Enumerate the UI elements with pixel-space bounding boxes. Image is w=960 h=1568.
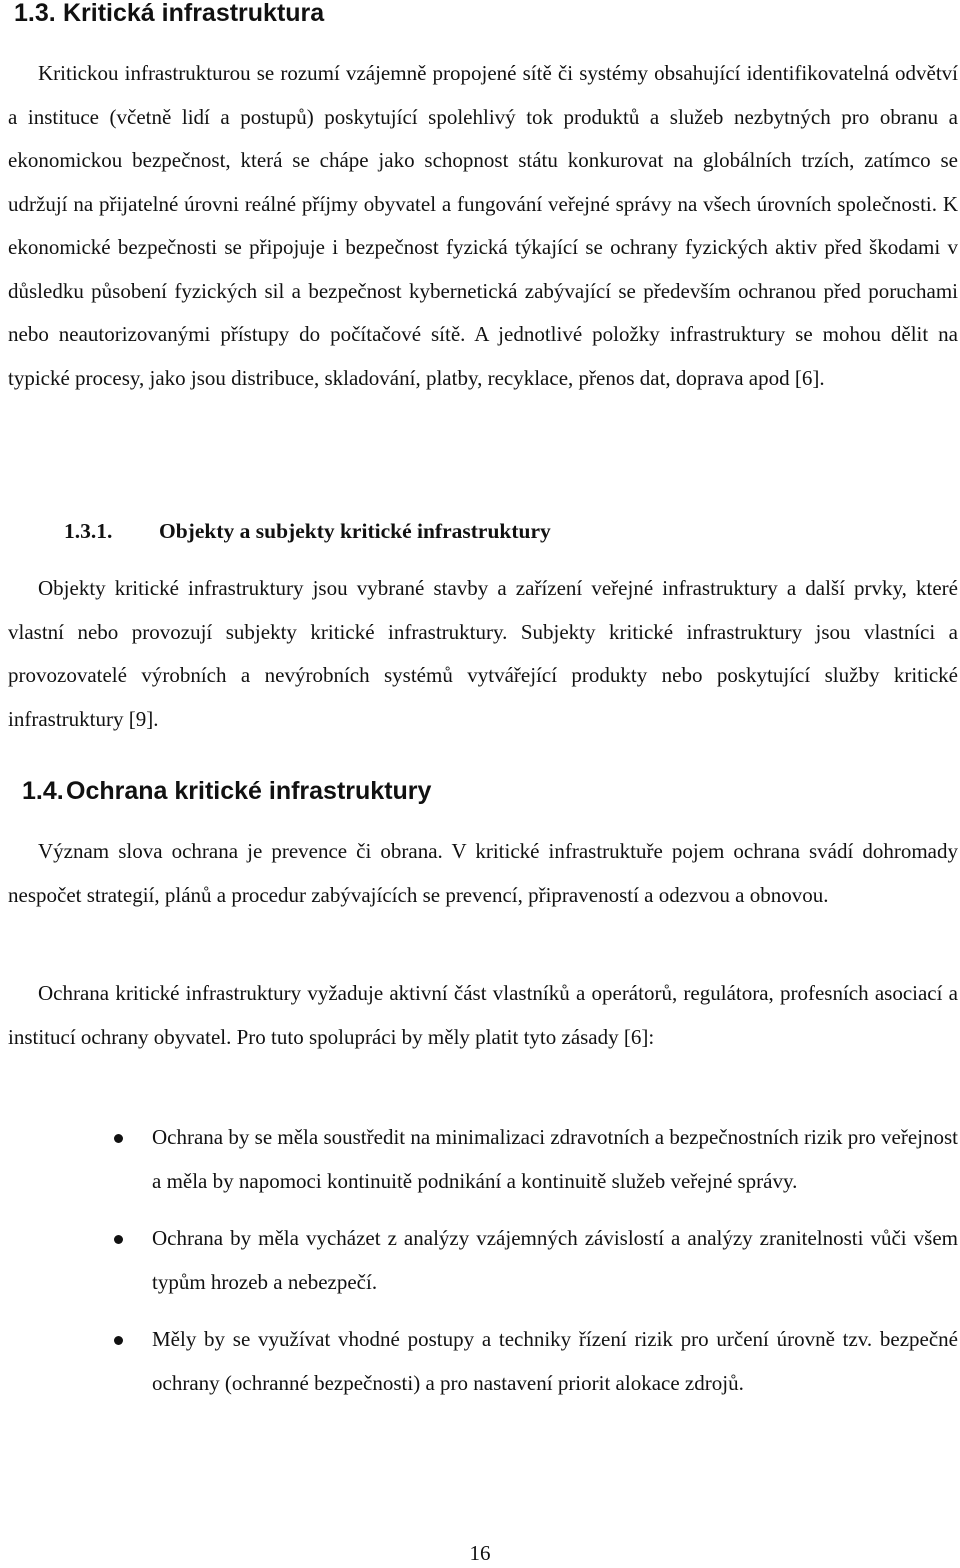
section-number: 1.3. bbox=[14, 0, 56, 27]
list-item-text: Ochrana by se měla soustředit na minimalizaci zdravotních a bezpečnostních rizik pro veřejnost a měla by napomoci kontinuitě podnikání a kontinuitě služeb veřejné správy. bbox=[152, 1125, 958, 1193]
section-title: Kritická infrastruktura bbox=[63, 0, 325, 27]
bullet-icon bbox=[114, 1336, 123, 1345]
list-item-text: Ochrana by měla vycházet z analýzy vzájemných závislostí a analýzy zranitelnosti vůči všem typům hrozeb a nebezpečí. bbox=[152, 1226, 958, 1294]
paragraph-protection-requirements: Ochrana kritické infrastruktury vyžaduje aktivní část vlastníků a operátorů, regulátora, profesních asociací a institucí ochrany obyvatel. Pro tuto spolupráci by měly platit tyto zásady [6]: bbox=[8, 981, 958, 1049]
list-item bbox=[0, 1217, 960, 1304]
paragraph-objects-subjects: Objekty kritické infrastruktury jsou vybrané stavby a zařízení veřejné infrastruktury a další prvky, které vlastní nebo provozují subjekty kritické infrastruktury. Subjekty kritické infrastruktury jsou vlastníci a provozovatelé výrobních a nevýrobních systémů vytvářející produkty nebo poskytující služby kritické infrastruktury [9]. bbox=[8, 576, 958, 731]
principles-list bbox=[0, 1116, 960, 1419]
bullet-icon bbox=[114, 1235, 123, 1244]
bullet-icon bbox=[114, 1134, 123, 1143]
section-number: 1.4. bbox=[22, 777, 64, 805]
subsection-number: 1.3.1. bbox=[64, 519, 113, 543]
subsection-title: Objekty a subjekty kritické infrastruktury bbox=[159, 519, 551, 543]
list-item bbox=[0, 1318, 960, 1405]
section-heading-1-4 bbox=[22, 776, 431, 806]
section-title: Ochrana kritické infrastruktury bbox=[66, 777, 432, 805]
paragraph-protection-meaning: Význam slova ochrana je prevence či obrana. V kritické infrastruktuře pojem ochrana svádí dohromady nespočet strategií, plánů a procedur zabývajících se prevencí, připraveností a odezvou a obnovou. bbox=[8, 839, 958, 907]
list-item bbox=[0, 1116, 960, 1203]
subsection-heading-1-3-1 bbox=[64, 515, 551, 547]
list-item-text: Měly by se využívat vhodné postupy a techniky řízení rizik pro určení úrovně tzv. bezpečné ochrany (ochranné bezpečnosti) a pro nastavení priorit alokace zdrojů. bbox=[152, 1327, 958, 1395]
section-heading-1-3 bbox=[14, 0, 324, 28]
page-number: 16 bbox=[469, 1541, 491, 1565]
paragraph-critical-infrastructure: Kritickou infrastrukturou se rozumí vzájemně propojené sítě či systémy obsahující identifikovatelná odvětví a instituce (včetně lidí a postupů) poskytující spolehlivý tok produktů a služeb nezbytných pro obranu a ekonomickou bezpečnost, která se chápe jako schopnost státu konkurovat na globálních trzích, zatímco se udržují na přijatelné úrovni reálné příjmy obyvatel a fungování veřejné správy na všech úrovních společnosti. K ekonomické bezpečnosti se připojuje i bezpečnost fyzická týkající se ochrany fyzických aktiv před škodami v důsledku působení fyzických sil a bezpečnost kybernetická zabývající se především ochranou před poruchami nebo neautorizovanými přístupy do počítačové sítě. A jednotlivé položky infrastruktury se mohou dělit na typické procesy, jako jsou distribuce, skladování, platby, recyklace, přenos dat, doprava apod [6]. bbox=[8, 61, 958, 390]
